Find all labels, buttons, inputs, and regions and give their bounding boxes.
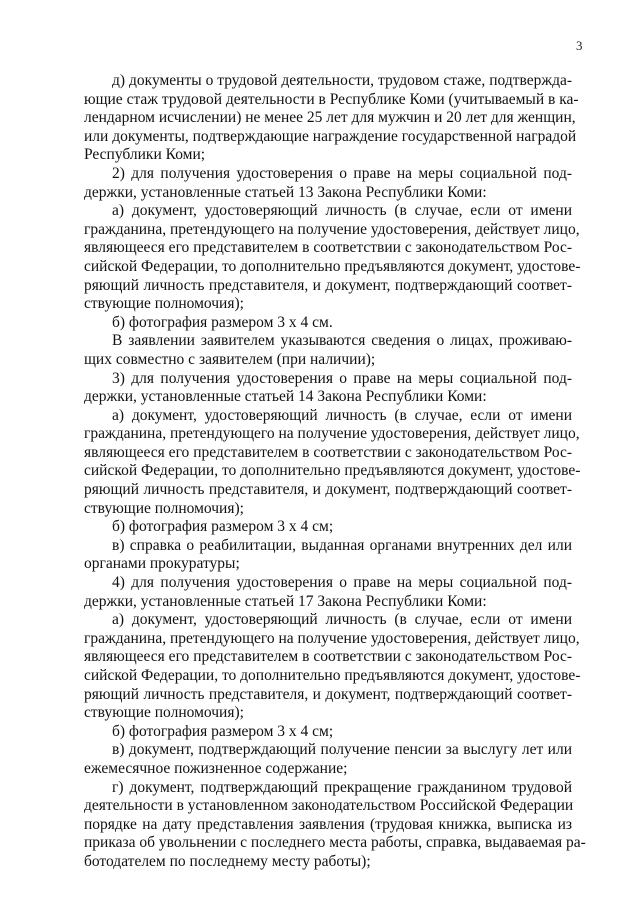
text-line: в) справка о реабилитации, выданная органами внутренних дел или: [112, 536, 572, 554]
text-line: сийской Федерации, то дополнительно предъявляются документ, удостове-: [84, 462, 581, 480]
text-line: приказа об увольнении с последнего места работы, справка, выдаваемая ра-: [84, 834, 586, 852]
text-line: щих совместно с заявителем (при наличии);: [84, 350, 376, 368]
text-line: являющееся его представителем в соответствии с законодательством Рос-: [84, 443, 572, 461]
text-line: ряющий личность представителя, и документ, подтверждающий соответ-: [84, 685, 572, 703]
page-number: 3: [576, 38, 583, 53]
text-line: гражданина, претендующего на получение удостоверения, действует лицо,: [84, 629, 580, 647]
text-line: а) документ, удостоверяющий личность (в случае, если от имени: [112, 611, 572, 629]
text-line: органами прокуратуры;: [84, 555, 240, 573]
text-line: сийской Федерации, то дополнительно предъявляются документ, удостове-: [84, 257, 581, 275]
text-line: ряющий личность представителя, и документ, подтверждающий соответ-: [84, 276, 572, 294]
text-line: ботодателем по последнему месту работы);: [84, 852, 371, 870]
text-line: ствующие полномочия);: [84, 704, 244, 722]
text-line: а) документ, удостоверяющий личность (в случае, если от имени: [112, 202, 572, 220]
text-line: В заявлении заявителем указываются сведения о лицах, проживаю-: [112, 332, 572, 350]
text-line: 2) для получения удостоверения о праве на меры социальной под-: [112, 164, 572, 182]
text-line: лендарном исчислении) не менее 25 лет для мужчин и 20 лет для женщин,: [84, 109, 576, 127]
text-line: ряющий личность представителя, и документ, подтверждающий соответ-: [84, 481, 572, 499]
text-line: гражданина, претендующего на получение удостоверения, действует лицо,: [84, 220, 580, 238]
text-line: сийской Федерации, то дополнительно предъявляются документ, удостове-: [84, 667, 581, 684]
text-line: ствующие полномочия);: [84, 295, 244, 313]
text-line: Республики Коми;: [84, 146, 206, 164]
text-line: б) фотография размером 3 x 4 см;: [112, 518, 334, 536]
text-line: ствующие полномочия);: [84, 499, 244, 517]
text-line: г) документ, подтверждающий прекращение гражданином трудовой: [112, 778, 572, 796]
text-line: держки, установленные статьей 14 Закона Республики Коми:: [84, 388, 487, 406]
text-line: 4) для получения удостоверения о праве на меры социальной под-: [112, 574, 572, 592]
document-body: [84, 72, 586, 872]
text-line: порядке на дату представления заявления (трудовая книжка, выписка из: [84, 815, 572, 833]
text-line: гражданина, претендующего на получение удостоверения, действует лицо,: [84, 425, 580, 443]
text-line: ежемесячное пожизненное содержание;: [84, 759, 348, 777]
text-line: держки, установленные статьей 13 Закона Республики Коми:: [84, 183, 487, 201]
text-line: деятельности в установленном законодательством Российской Федерации: [84, 797, 574, 815]
text-line: держки, установленные статьей 17 Закона Республики Коми:: [84, 592, 487, 610]
text-line: б) фотография размером 3 x 4 см.: [112, 313, 333, 331]
text-line: в) документ, подтверждающий получение пенсии за выслугу лет или: [112, 741, 572, 759]
text-line: являющееся его представителем в соответствии с законодательством Рос-: [84, 239, 572, 257]
text-line: а) документ, удостоверяющий личность (в случае, если от имени: [112, 406, 572, 424]
text-line: 3) для получения удостоверения о праве на меры социальной под-: [112, 369, 572, 387]
text-line: ющие стаж трудовой деятельности в Республике Коми (учитываемый в ка-: [84, 90, 579, 108]
text-line: являющееся его представителем в соответствии с законодательством Рос-: [84, 648, 572, 666]
text-line: д) документы о трудовой деятельности, трудовом стаже, подтвержда-: [112, 72, 572, 89]
text-line: б) фотография размером 3 x 4 см;: [112, 722, 334, 740]
text-line: или документы, подтверждающие награждение государственной наградой: [84, 127, 577, 145]
